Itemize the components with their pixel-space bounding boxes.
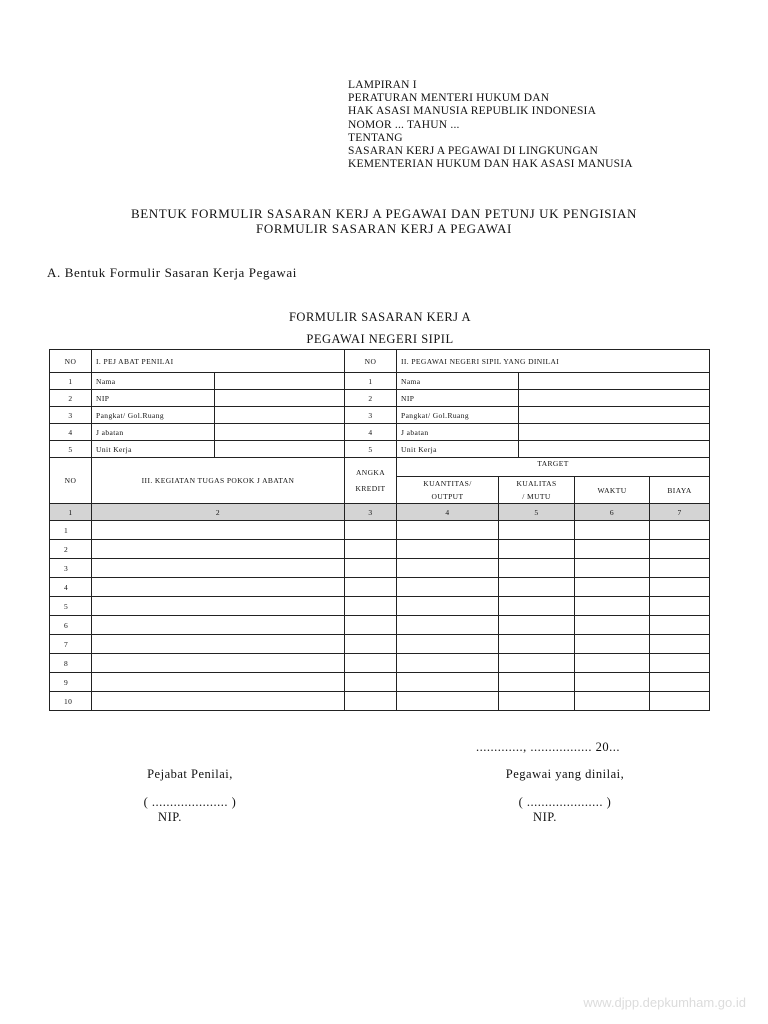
info-value-field[interactable]	[215, 407, 345, 424]
angka-kredit-field[interactable]	[345, 597, 397, 616]
kualitas-field[interactable]	[499, 692, 575, 711]
biaya-field[interactable]	[650, 521, 710, 540]
kualitas-field[interactable]	[499, 597, 575, 616]
activity-row	[50, 559, 710, 578]
activity-row-number: 7	[50, 635, 92, 654]
lampiran-line: TENTANG	[348, 131, 403, 144]
kualitas-field[interactable]	[499, 654, 575, 673]
skp-form-table	[49, 349, 710, 711]
column-number: 4	[397, 504, 499, 521]
activity-row-number: 10	[50, 692, 92, 711]
info-label: Nama	[92, 373, 215, 390]
angka-kredit-field[interactable]	[345, 616, 397, 635]
activity-row	[50, 540, 710, 559]
info-value-field[interactable]	[519, 390, 710, 407]
watermark: www.djpp.depkumham.go.id	[583, 995, 746, 1010]
waktu-header: WAKTU	[575, 477, 650, 504]
waktu-field[interactable]	[575, 578, 650, 597]
activity-row-number: 3	[50, 559, 92, 578]
pejabat-nip-label: NIP.	[158, 810, 182, 824]
kuantitas-field[interactable]	[397, 578, 499, 597]
document-title-line1: BENTUK FORMULIR SASARAN KERJ A PEGAWAI DAN PETUNJ UK PENGISIAN	[131, 206, 637, 221]
activity-no-header: NO	[50, 458, 92, 504]
form-title-line1: FORMULIR SASARAN KERJ A	[288, 310, 472, 324]
kualitas-field[interactable]	[499, 635, 575, 654]
info-label: Unit Kerja	[92, 441, 215, 458]
angka-kredit-field[interactable]	[345, 635, 397, 654]
angka-kredit-field[interactable]	[345, 578, 397, 597]
activity-row	[50, 654, 710, 673]
form-title	[0, 306, 760, 350]
kegiatan-field[interactable]	[92, 597, 345, 616]
lampiran-line: KEMENTERIAN HUKUM DAN HAK ASASI MANUSIA	[348, 158, 633, 171]
info-no: 5	[50, 441, 92, 458]
activity-header-row	[50, 458, 710, 477]
info-row	[50, 424, 710, 441]
header-no-right: NO	[345, 350, 397, 373]
activity-row	[50, 616, 710, 635]
angka-label: ANGKA	[355, 467, 386, 477]
waktu-field[interactable]	[575, 635, 650, 654]
angka-kredit-field[interactable]	[345, 673, 397, 692]
kualitas-label: KUALITAS	[516, 479, 557, 488]
info-no: 2	[345, 390, 397, 407]
mutu-label: / MUTU	[522, 492, 551, 501]
waktu-field[interactable]	[575, 559, 650, 578]
info-label: Pangkat/ Gol.Ruang	[92, 407, 215, 424]
lampiran-line: PERATURAN MENTERI HUKUM DAN	[348, 92, 550, 105]
activity-row	[50, 597, 710, 616]
header-pegawai-dinilai: II. PEGAWAI NEGERI SIPIL YANG DINILAI	[397, 350, 710, 373]
kegiatan-field[interactable]	[92, 521, 345, 540]
info-label: J abatan	[397, 424, 519, 441]
kualitas-field[interactable]	[499, 616, 575, 635]
biaya-field[interactable]	[650, 597, 710, 616]
activity-row	[50, 578, 710, 597]
waktu-field[interactable]	[575, 692, 650, 711]
waktu-field[interactable]	[575, 654, 650, 673]
kuantitas-field[interactable]	[397, 673, 499, 692]
angka-kredit-field[interactable]	[345, 559, 397, 578]
biaya-field[interactable]	[650, 654, 710, 673]
column-number: 7	[650, 504, 710, 521]
info-row	[50, 390, 710, 407]
kegiatan-field[interactable]	[92, 654, 345, 673]
document-title	[0, 206, 768, 236]
biaya-field[interactable]	[650, 540, 710, 559]
kualitas-field[interactable]	[499, 540, 575, 559]
info-label: NIP	[92, 390, 215, 407]
biaya-header: BIAYA	[650, 477, 710, 504]
column-number: 5	[499, 504, 575, 521]
biaya-field[interactable]	[650, 616, 710, 635]
activity-row-number: 2	[50, 540, 92, 559]
kegiatan-field[interactable]	[92, 559, 345, 578]
biaya-field[interactable]	[650, 673, 710, 692]
lampiran-line: SASARAN KERJ A PEGAWAI DI LINGKUNGAN	[348, 145, 599, 158]
biaya-field[interactable]	[650, 635, 710, 654]
info-no: 5	[345, 441, 397, 458]
waktu-field[interactable]	[575, 540, 650, 559]
info-label: Pangkat/ Gol.Ruang	[397, 407, 519, 424]
activity-row-number: 8	[50, 654, 92, 673]
info-row	[50, 407, 710, 424]
kuantitas-field[interactable]	[397, 635, 499, 654]
info-no: 3	[50, 407, 92, 424]
kualitas-field[interactable]	[499, 578, 575, 597]
info-row	[50, 441, 710, 458]
info-value-field[interactable]	[215, 424, 345, 441]
info-no: 1	[50, 373, 92, 390]
pegawai-nip-label: NIP.	[533, 810, 557, 824]
angka-kredit-header	[345, 458, 397, 504]
column-number: 3	[345, 504, 397, 521]
target-header: TARGET	[397, 458, 710, 477]
pejabat-name-placeholder: ( ..................... )	[143, 795, 237, 809]
section-a-heading: A. Bentuk Formulir Sasaran Kerja Pegawai	[47, 265, 298, 280]
kuantitas-field[interactable]	[397, 559, 499, 578]
activity-row	[50, 673, 710, 692]
kegiatan-field[interactable]	[92, 635, 345, 654]
waktu-field[interactable]	[575, 616, 650, 635]
waktu-field[interactable]	[575, 597, 650, 616]
info-label: J abatan	[92, 424, 215, 441]
column-number-row	[50, 504, 710, 521]
activity-row	[50, 692, 710, 711]
info-no: 4	[50, 424, 92, 441]
activity-row	[50, 521, 710, 540]
angka-kredit-field[interactable]	[345, 654, 397, 673]
kualitas-mutu-header	[499, 477, 575, 504]
kualitas-field[interactable]	[499, 673, 575, 692]
activity-row-number: 4	[50, 578, 92, 597]
header-no-left: NO	[50, 350, 92, 373]
kuantitas-output-header	[397, 477, 499, 504]
activity-row-number: 1	[50, 521, 92, 540]
kegiatan-field[interactable]	[92, 578, 345, 597]
kegiatan-field[interactable]	[92, 673, 345, 692]
activity-row-number: 5	[50, 597, 92, 616]
output-label: OUTPUT	[431, 492, 464, 501]
kuantitas-field[interactable]	[397, 654, 499, 673]
info-value-field[interactable]	[215, 441, 345, 458]
info-label: NIP	[397, 390, 519, 407]
activity-row-number: 9	[50, 673, 92, 692]
pejabat-penilai-label: Pejabat Penilai,	[147, 767, 233, 781]
pegawai-dinilai-label: Pegawai yang dinilai,	[505, 767, 625, 781]
info-value-field[interactable]	[519, 441, 710, 458]
pegawai-name-placeholder: ( ..................... )	[518, 795, 612, 809]
activity-kegiatan-header: III. KEGIATAN TUGAS POKOK J ABATAN	[92, 458, 345, 504]
activity-row	[50, 635, 710, 654]
column-number: 6	[575, 504, 650, 521]
info-row	[50, 373, 710, 390]
angka-kredit-field[interactable]	[345, 692, 397, 711]
kuantitas-field[interactable]	[397, 540, 499, 559]
kuantitas-field[interactable]	[397, 616, 499, 635]
signature-pejabat-penilai	[100, 753, 280, 825]
biaya-field[interactable]	[650, 578, 710, 597]
date-line: ............., ................. 20...	[476, 740, 620, 754]
kualitas-field[interactable]	[499, 559, 575, 578]
kuantitas-field[interactable]	[397, 521, 499, 540]
kegiatan-field[interactable]	[92, 616, 345, 635]
waktu-field[interactable]	[575, 521, 650, 540]
biaya-field[interactable]	[650, 692, 710, 711]
info-value-field[interactable]	[215, 390, 345, 407]
lampiran-line: NOMOR ... TAHUN ...	[348, 118, 460, 131]
angka-kredit-field[interactable]	[345, 540, 397, 559]
waktu-field[interactable]	[575, 673, 650, 692]
kualitas-field[interactable]	[499, 521, 575, 540]
info-label: Unit Kerja	[397, 441, 519, 458]
kegiatan-field[interactable]	[92, 692, 345, 711]
kuantitas-field[interactable]	[397, 692, 499, 711]
column-number: 1	[50, 504, 92, 521]
kuantitas-field[interactable]	[397, 597, 499, 616]
lampiran-line: HAK ASASI MANUSIA REPUBLIK INDONESIA	[348, 105, 597, 118]
column-number: 2	[92, 504, 345, 521]
angka-kredit-field[interactable]	[345, 521, 397, 540]
signature-pegawai-dinilai	[475, 753, 655, 825]
info-no: 1	[345, 373, 397, 390]
kegiatan-field[interactable]	[92, 540, 345, 559]
document-title-line2: FORMULIR SASARAN KERJ A PEGAWAI	[256, 221, 512, 236]
header-pejabat-penilai: I. PEJ ABAT PENILAI	[92, 350, 345, 373]
kredit-label: KREDIT	[355, 483, 386, 493]
info-no: 3	[345, 407, 397, 424]
info-value-field[interactable]	[519, 424, 710, 441]
info-no: 4	[345, 424, 397, 441]
info-value-field[interactable]	[519, 373, 710, 390]
kuantitas-label: KUANTITAS/	[423, 479, 472, 488]
lampiran-block	[348, 79, 633, 171]
lampiran-line: LAMPIRAN I	[348, 79, 417, 91]
info-no: 2	[50, 390, 92, 407]
info-value-field[interactable]	[519, 407, 710, 424]
info-label: Nama	[397, 373, 519, 390]
info-value-field[interactable]	[215, 373, 345, 390]
activity-row-number: 6	[50, 616, 92, 635]
biaya-field[interactable]	[650, 559, 710, 578]
form-header-row	[50, 350, 710, 373]
form-title-line2: PEGAWAI NEGERI SIPIL	[306, 332, 454, 346]
